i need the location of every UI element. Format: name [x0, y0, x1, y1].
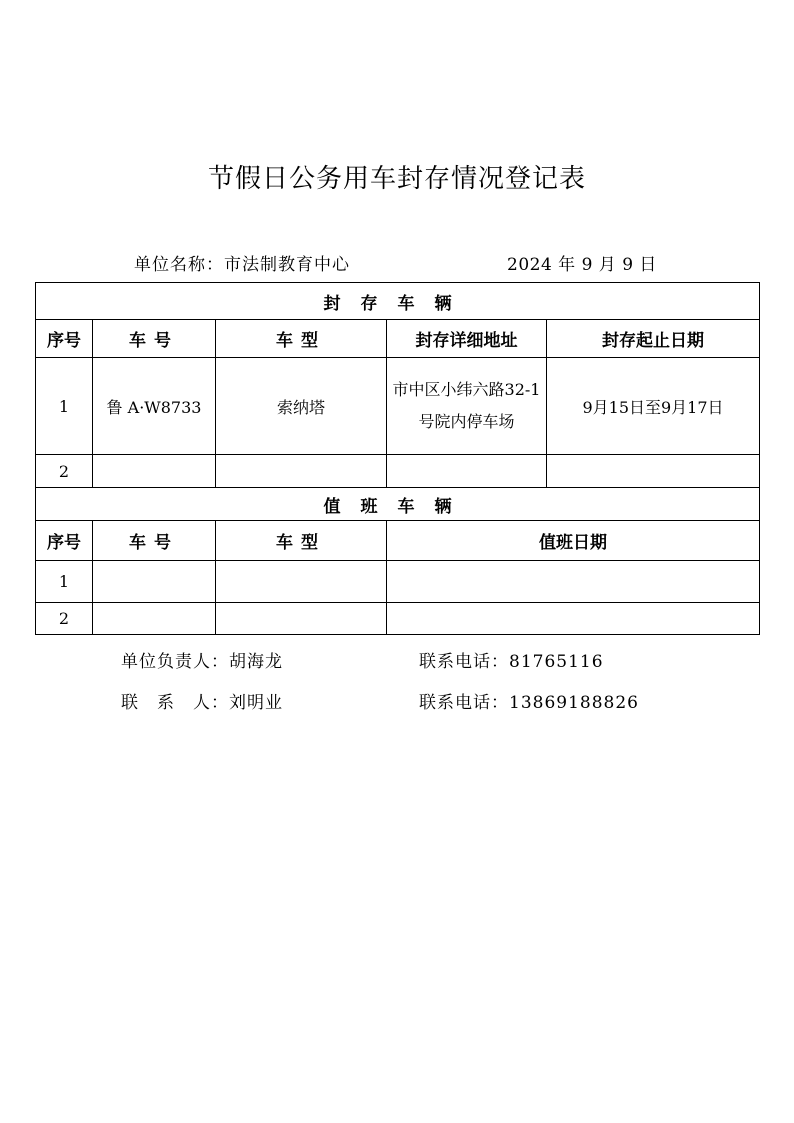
header-seq: 序号: [36, 521, 93, 561]
report-date: 2024 年 9 月 9 日: [507, 255, 657, 275]
cell-plate: [93, 603, 216, 635]
cell-plate: [93, 561, 216, 603]
cell-seq: 1: [36, 561, 93, 603]
cell-dates: [547, 455, 760, 488]
header-plate: 车号: [93, 521, 216, 561]
unit-name: 单位名称：市法制教育中心: [134, 255, 350, 275]
cell-plate: [93, 455, 216, 488]
header-dates: 封存起止日期: [547, 320, 760, 358]
duty-section-title: 值班车辆: [36, 488, 760, 521]
sealed-section-row: [36, 283, 760, 320]
cell-seq: 2: [36, 455, 93, 488]
cell-address: [387, 455, 547, 488]
cell-model: [216, 455, 387, 488]
duty-section-row: [36, 488, 760, 521]
header-address: 封存详细地址: [387, 320, 547, 358]
cell-duty-dates: [387, 561, 760, 603]
header-model: 车型: [216, 320, 387, 358]
cell-seq: 2: [36, 603, 93, 635]
header-model: 车型: [216, 521, 387, 561]
sealed-section-title: 封存车辆: [36, 283, 760, 320]
sealed-header-row: [36, 320, 760, 358]
contact-label: 联 系 人：刘明业: [121, 693, 283, 713]
cell-seq: 1: [36, 358, 93, 455]
table-row: [36, 561, 760, 603]
duty-header-row: [36, 521, 760, 561]
cell-duty-dates: [387, 603, 760, 635]
table-row: [36, 603, 760, 635]
table-row: [36, 455, 760, 488]
header-duty-dates: 值班日期: [387, 521, 760, 561]
leader-label: 单位负责人：胡海龙: [121, 652, 283, 672]
cell-model: 索纳塔: [216, 358, 387, 455]
header-seq: 序号: [36, 320, 93, 358]
header-plate: 车号: [93, 320, 216, 358]
page-title: 节假日公务用车封存情况登记表: [207, 164, 586, 194]
cell-address: 市中区小纬六路32-1号院内停车场: [387, 358, 547, 455]
cell-model: [216, 603, 387, 635]
leader-phone: 联系电话：81765116: [419, 652, 604, 672]
table-row: [36, 358, 760, 455]
contact-phone: 联系电话：13869188826: [419, 693, 639, 713]
registration-table: [35, 282, 760, 635]
cell-plate: 鲁 A·W8733: [93, 358, 216, 455]
cell-model: [216, 561, 387, 603]
cell-dates: 9月15日至9月17日: [547, 358, 760, 455]
